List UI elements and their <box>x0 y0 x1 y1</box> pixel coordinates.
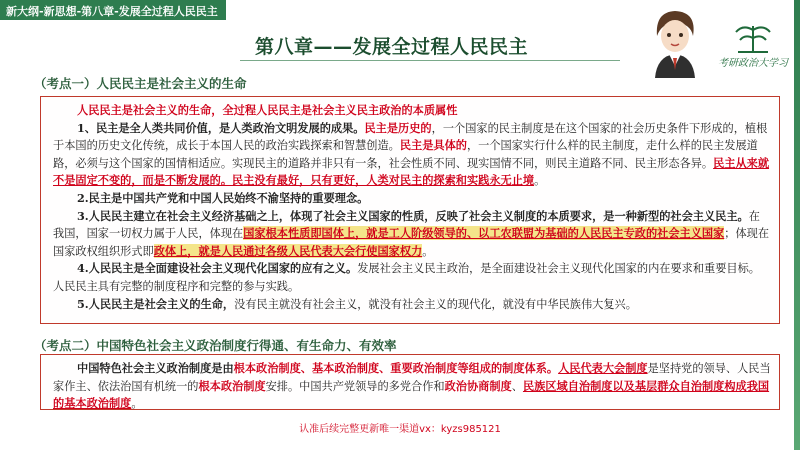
watermark-text: 认准后续完整更新唯一渠道vx：kyzs985121 <box>299 424 501 435</box>
point-3-d: 政体上，就是人民通过各级人民代表大会行使国家权力 <box>153 243 423 258</box>
point-5 <box>53 296 771 314</box>
s2-j: 。 <box>131 397 143 411</box>
point-1-d: ，一个国家实行什么样的民主制度，走什么样的民主发展道路，必须与这个国家的国情相适应。实现民主的道路并非只有一条，社会性质不同、现实国情不同，则民主道路不同、民主形态各异。 <box>53 139 758 170</box>
point-3-lead: 3.人民民主建立在社会主义经济基础之上，体现了社会主义国家的性质，反映了社会主义制度的本质要求，是一种新型的社会主义民主。 <box>77 208 749 223</box>
s2-h: 、 <box>511 379 523 393</box>
point-5-lead: 5.人民民主是社会主义的生命， <box>77 296 235 311</box>
point-4-lead: 4.人民民主是全面建设社会主义现代化国家的应有之义。 <box>77 261 358 276</box>
page-title: 第八章——发展全过程人民民主 <box>255 36 529 58</box>
point-1-b: ，一个国家的民主制度是在这个国家的社会历史条件下形成的，植根于本国的历史文化传统，成长于本国人民的政治实践探索和智慧创造。 <box>53 121 768 153</box>
point-3 <box>53 208 771 261</box>
point-3-e: 。 <box>422 244 434 258</box>
chapter-tag: 新大纲-新思想-第八章-发展全过程人民民主 <box>0 0 226 20</box>
content-panel-2 <box>40 354 780 410</box>
logo-text: 考研政治大学习 <box>718 58 788 69</box>
s2-g: 政治协商制度 <box>444 378 512 393</box>
point-2: 2.民主是中国共产党和中国人民始终不渝坚持的重要理念。 <box>77 190 369 205</box>
section-header-2: （考点二）中国特色社会主义政治制度行得通、有生命力、有效率 <box>34 338 397 353</box>
point-1 <box>53 120 771 190</box>
point-1-c: 民主是具体的 <box>399 138 467 153</box>
point-1-f: 。 <box>534 174 546 188</box>
point-1-e: 民主从来就不是固定不变的，而是不断发展的。民主没有最好，只有更好，人类对民主的探索和实践永无止境 <box>53 155 770 188</box>
s2-d: 是坚持党的领导、人民当家作主、依法治国有机统一的 <box>53 362 771 393</box>
point-1-a: 民主是历史的 <box>364 120 432 135</box>
content-panel-1 <box>40 96 780 324</box>
tree-icon <box>708 20 798 54</box>
point-3-c: ；体现在国家政权组织形式即 <box>53 227 770 258</box>
s2-b: 根本政治制度、基本政治制度、重要政治制度等组成的制度体系。 <box>233 361 559 375</box>
section-2-paragraph <box>53 360 771 413</box>
s2-e: 根本政治制度 <box>198 378 266 393</box>
section-header-1: （考点一）人民民主是社会主义的生命 <box>34 76 247 91</box>
s2-i: 民族区域自治制度以及基层群众自治制度构成我国的基本政治制度 <box>53 378 770 411</box>
brand-logo <box>708 20 798 72</box>
point-3-b: 国家根本性质即国体上，就是工人阶级领导的、以工农联盟为基础的人民民主专政的社会主义国家 <box>243 226 725 241</box>
title-divider <box>240 60 620 61</box>
point-5-rest: 没有民主就没有社会主义，就没有社会主义的现代化，就没有中华民族伟大复兴。 <box>234 297 637 311</box>
point-4 <box>53 260 771 295</box>
teacher-avatar <box>645 6 705 78</box>
thesis-line: 人民民主是社会主义的生命，全过程人民民主是社会主义民主政治的本质属性 <box>77 103 458 117</box>
point-3-a: 在我国，国家一切权力属于人民，体现在 <box>53 209 760 241</box>
point-4-rest: 发展社会主义民主政治，是全面建设社会主义现代化国家的内在要求和重要目标。人民民主具有完整的制度程序和完整的参与实践。 <box>53 262 760 293</box>
s2-f: 安排。中国共产党领导的多党合作和 <box>265 379 445 393</box>
s2-a: 中国特色社会主义政治制度是由 <box>77 361 234 375</box>
s2-c: 人民代表大会制度 <box>558 361 648 375</box>
point-1-lead: 1、民主是全人类共同价值，是人类政治文明发展的成果。 <box>77 120 365 135</box>
